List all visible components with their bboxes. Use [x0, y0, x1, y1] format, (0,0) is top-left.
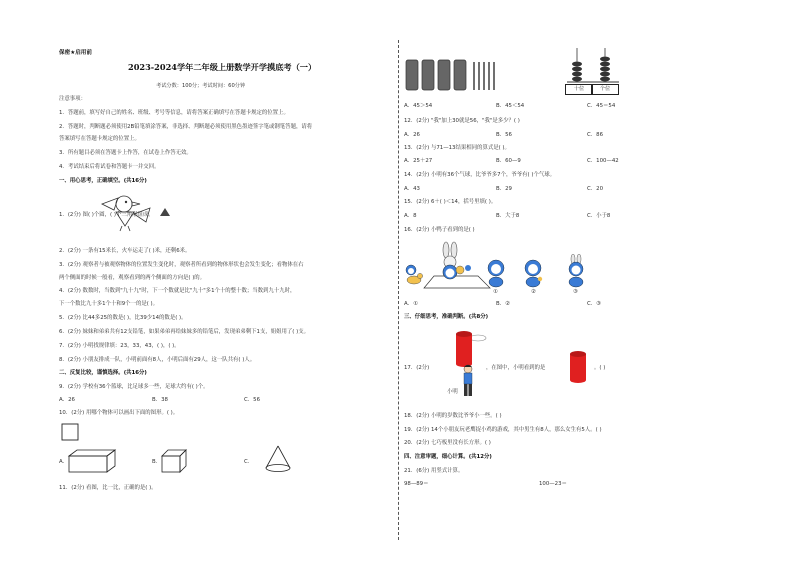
- option-b[interactable]: B．56: [496, 132, 512, 138]
- option-c[interactable]: C．小于8: [587, 213, 611, 219]
- red-cylinder-view: [566, 348, 590, 384]
- confidential-label: 保密★启用前: [59, 50, 92, 56]
- option-b[interactable]: B．大于8: [496, 213, 520, 219]
- option-a[interactable]: A.: [59, 459, 65, 465]
- option-b[interactable]: B．29: [496, 186, 512, 192]
- question-6: 6．(2分) 妹妹和弟弟共有12支铅笔，如果弟弟再给妹妹多的铅笔后，发现弟弟剩下1支，姐姐用了( )支。: [59, 329, 310, 335]
- note-item: 答案填写在答题卡规定的位置上。: [59, 136, 140, 142]
- section-3-heading: 三、仔细思考，准确判断。(共8分): [404, 314, 489, 320]
- question-16: 16．(2分) 小鸭子看到的是( ): [404, 227, 475, 233]
- section-2-heading: 二、反复比较，谨慎选择。(共16分): [59, 370, 147, 376]
- option-a[interactable]: A．43: [404, 186, 420, 192]
- view-figure-3: [563, 254, 589, 288]
- option-a[interactable]: A．26: [404, 132, 420, 138]
- option-b[interactable]: B．②: [496, 301, 510, 307]
- option-b[interactable]: B．60—9: [496, 158, 521, 164]
- red-cylinder-large: [452, 326, 488, 368]
- stick-bundles-figure: [402, 56, 522, 94]
- option-a[interactable]: A．25＋27: [404, 158, 433, 164]
- question-17-middle: ，在图中，小明看到的是: [486, 365, 546, 371]
- abacus-ones-label: 个位: [591, 84, 619, 95]
- square-shape: [61, 423, 79, 441]
- abacus-tens-label: 十位: [565, 84, 593, 95]
- option-c[interactable]: C．20: [587, 186, 604, 192]
- exam-title: 2023-2024学年二年级上册数学开学摸底考（一）: [128, 62, 317, 72]
- option-b[interactable]: B.: [152, 459, 158, 465]
- question-4-line2: 下一个数比九十多1个十和9个一的是( )。: [59, 301, 159, 307]
- question-11: 11．(2分) 看图，比一比，正确的是( )。: [59, 485, 157, 491]
- view-figure-2: [520, 258, 546, 288]
- question-9: 9．(2分) 学校有36个篮球，比足球多一些，足球大约有( )个。: [59, 384, 209, 390]
- boy-figure: [458, 364, 478, 398]
- option-c[interactable]: C．86: [587, 132, 604, 138]
- question-3-line1: 3．(2分) 观察者与被观察物体的位置发生变化时，观察者所看到的物体形状也会发生变化；看物体在右: [59, 262, 304, 268]
- question-19: 19．(2分) 14个小朋友玩老鹰捉小鸡的游戏，其中男生有8人，那么女生有5人。( ): [404, 427, 602, 433]
- column-divider: [398, 40, 399, 540]
- cube-shape[interactable]: [160, 448, 188, 474]
- view-figure-1: [483, 258, 509, 288]
- score-info: 考试分数：100分；考试时间：60分钟: [156, 83, 246, 89]
- section-1-heading: 一、用心思考，正确填空。(共16分): [59, 178, 147, 184]
- note-item: 3．所有题目必须在答题卡上作答，在试卷上作答无效。: [59, 150, 192, 156]
- question-1: 1．(2分) 图( )个圆，( )个三角形组成。: [59, 212, 154, 218]
- question-2: 2．(2分) 一条有15米长，火车运走了( )米，还剩6米。: [59, 248, 191, 254]
- option-c[interactable]: C．③: [587, 301, 601, 307]
- abacus-figure: [565, 46, 621, 86]
- option-b[interactable]: B．38: [152, 397, 168, 403]
- option-a[interactable]: A．8: [404, 213, 417, 219]
- question-13: 13．(2分) 与71—13结果相同的算式是( )。: [404, 145, 510, 151]
- notes-heading: 注意事项：: [59, 96, 86, 102]
- option-c[interactable]: C．45＝54: [587, 103, 616, 109]
- question-18: 18．(2分) 小明的岁数比爷爷小一些。( ): [404, 413, 502, 419]
- calc-item: 100—23＝: [539, 481, 567, 487]
- question-7: 7．(2分) 小明找规律填：23，33，43，( )，( )。: [59, 343, 180, 349]
- question-8: 8．(2分) 小朋友排成一队，小明前面有8人，小明后面有29人，这一队共有( )人。: [59, 357, 256, 363]
- question-3-line2: 两个侧面的时候一般看，观察看到的两个侧面的方向是( )的。: [59, 275, 206, 281]
- option-c[interactable]: C．100—42: [587, 158, 619, 164]
- question-20: 20．(2分) 七巧板里没有长方形。( ): [404, 440, 491, 446]
- question-14: 14．(2分) 小明有36个气球，比爷爷多7个，爷爷有( )个气球。: [404, 172, 556, 178]
- triangle-icon: [160, 208, 170, 216]
- note-item: 1．答题前，填写好自己的姓名、班级、考号等信息，请将答案正确填写在答题卡规定的位置上。: [59, 110, 289, 116]
- option-a[interactable]: A．45＞54: [404, 103, 433, 109]
- option-c[interactable]: C.: [244, 459, 250, 465]
- calc-item: 98—89＝: [404, 481, 429, 487]
- note-item: 2．答题时，判断题必须使用2B铅笔填涂答案，非选择、判断题必须使用黑色墨迹签字笔或钢笔答题，请将: [59, 124, 313, 130]
- question-21: 21．(6分) 用竖式计算。: [404, 468, 464, 474]
- question-15: 15．(2分) 6＋( )＜14，括号里填( )。: [404, 199, 497, 205]
- question-4-line1: 4．(2分) 数数时，当数到"九十九"时，下一个数就是比"九十"多1个十的整十数；当数到九十九时，: [59, 288, 296, 294]
- section-4-heading: 四、注意审题，细心计算。(共12分): [404, 454, 492, 460]
- xiaoming-label: 小明: [447, 389, 458, 395]
- question-5: 5．(2分) 比44多25的数是( )，比39少14的数是( )。: [59, 315, 187, 321]
- option-a[interactable]: A．①: [404, 301, 418, 307]
- question-10: 10．(2分) 用哪个物体可以画出下面的图形。( )。: [59, 410, 179, 416]
- option-c[interactable]: C．56: [244, 397, 261, 403]
- figure-label: ②: [531, 289, 536, 295]
- question-17-suffix: 。( ): [594, 365, 606, 371]
- figure-label: ①: [493, 289, 498, 295]
- note-item: 4．考试结束后将试卷和答题卡一并交回。: [59, 164, 160, 170]
- cone-shape[interactable]: [263, 444, 293, 474]
- figure-label: ③: [573, 289, 578, 295]
- option-b[interactable]: B．45＜54: [496, 103, 525, 109]
- question-17-prefix: 17．(2分): [404, 365, 430, 371]
- option-a[interactable]: A．26: [59, 397, 75, 403]
- question-12: 12．(2分) "我"加上30就是56，"我"是多少？( ): [404, 118, 520, 124]
- cuboid-shape[interactable]: [67, 448, 117, 474]
